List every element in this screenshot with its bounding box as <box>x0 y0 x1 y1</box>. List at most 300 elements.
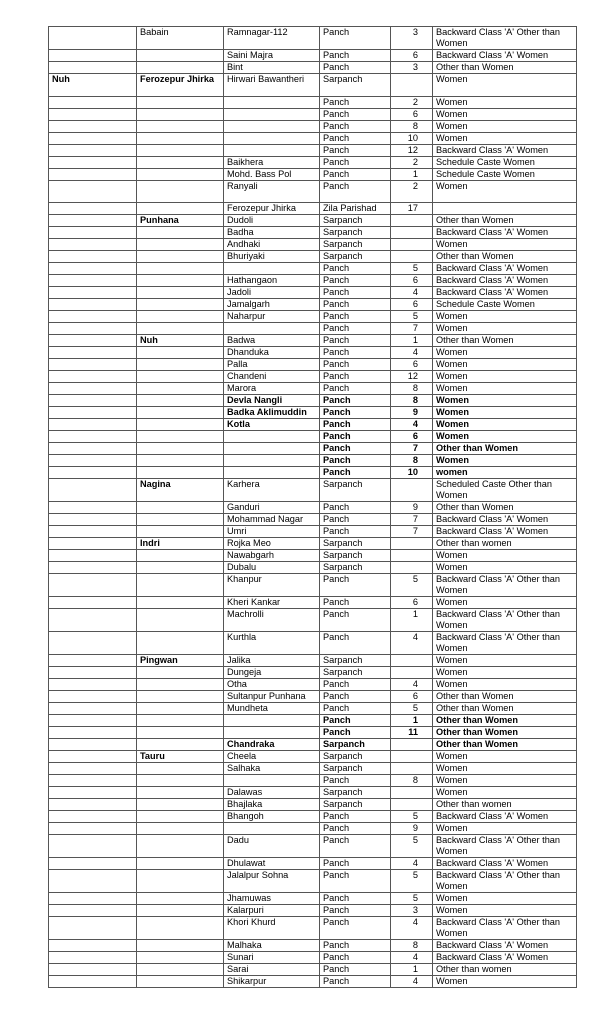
ward-number-cell: 6 <box>391 299 433 311</box>
post-cell: Panch <box>320 50 391 62</box>
district-cell <box>49 169 137 181</box>
post-cell: Panch <box>320 679 391 691</box>
block-cell <box>137 347 224 359</box>
village-cell <box>224 455 320 467</box>
district-cell <box>49 181 137 203</box>
ward-number-cell: 1 <box>391 335 433 347</box>
table-row <box>49 479 577 502</box>
category-cell: Women <box>433 455 577 467</box>
village-cell: Umri <box>224 526 320 538</box>
table-row <box>49 574 577 597</box>
ward-number-cell: 7 <box>391 443 433 455</box>
village-cell <box>224 145 320 157</box>
table-row <box>49 870 577 893</box>
post-cell: Panch <box>320 431 391 443</box>
post-cell: Panch <box>320 691 391 703</box>
village-cell: Mohd. Bass Pol <box>224 169 320 181</box>
village-cell: Dhulawat <box>224 858 320 870</box>
ward-number-cell: 6 <box>391 431 433 443</box>
district-cell <box>49 145 137 157</box>
category-cell: Other than Women <box>433 62 577 74</box>
table-row <box>49 97 577 109</box>
category-cell: Backward Class 'A' Other than Women <box>433 632 577 655</box>
table-row <box>49 858 577 870</box>
category-cell: Women <box>433 239 577 251</box>
district-cell <box>49 574 137 597</box>
village-cell: Dudoli <box>224 215 320 227</box>
village-cell: Bhangoh <box>224 811 320 823</box>
village-cell: Karhera <box>224 479 320 502</box>
post-cell: Sarpanch <box>320 787 391 799</box>
category-cell: Women <box>433 181 577 203</box>
block-cell <box>137 787 224 799</box>
post-cell: Panch <box>320 940 391 952</box>
table-row <box>49 395 577 407</box>
ward-number-cell: 4 <box>391 347 433 359</box>
ward-number-cell: 4 <box>391 419 433 431</box>
block-cell <box>137 905 224 917</box>
ward-number-cell: 5 <box>391 311 433 323</box>
district-cell <box>49 823 137 835</box>
ward-number-cell: 5 <box>391 870 433 893</box>
category-cell: women <box>433 467 577 479</box>
village-cell: Jalalpur Sohna <box>224 870 320 893</box>
table-row <box>49 502 577 514</box>
category-cell: Backward Class 'A' Women <box>433 514 577 526</box>
block-cell <box>137 823 224 835</box>
village-cell: Salhaka <box>224 763 320 775</box>
post-cell: Sarpanch <box>320 763 391 775</box>
ward-number-cell: 6 <box>391 359 433 371</box>
district-cell <box>49 239 137 251</box>
post-cell: Sarpanch <box>320 550 391 562</box>
table-row <box>49 263 577 275</box>
table-row <box>49 133 577 145</box>
post-cell: Panch <box>320 632 391 655</box>
table-row <box>49 751 577 763</box>
category-cell: Other than women <box>433 538 577 550</box>
post-cell: Panch <box>320 443 391 455</box>
post-cell: Panch <box>320 383 391 395</box>
village-cell: Bhajlaka <box>224 799 320 811</box>
category-cell: Schedule Caste Women <box>433 299 577 311</box>
district-cell <box>49 917 137 940</box>
block-cell <box>137 858 224 870</box>
table-row <box>49 917 577 940</box>
category-cell: Women <box>433 407 577 419</box>
ward-number-cell <box>391 751 433 763</box>
ward-number-cell: 1 <box>391 964 433 976</box>
category-cell: Women <box>433 893 577 905</box>
category-cell: Backward Class 'A' Other than Women <box>433 574 577 597</box>
ward-number-cell: 5 <box>391 893 433 905</box>
village-cell <box>224 263 320 275</box>
district-cell <box>49 502 137 514</box>
ward-number-cell: 10 <box>391 133 433 145</box>
district-cell <box>49 632 137 655</box>
table-row <box>49 431 577 443</box>
district-cell <box>49 550 137 562</box>
post-cell: Sarpanch <box>320 538 391 550</box>
category-cell: Women <box>433 347 577 359</box>
category-cell: Women <box>433 311 577 323</box>
block-cell <box>137 62 224 74</box>
district-cell: Nuh <box>49 74 137 97</box>
table-row <box>49 655 577 667</box>
table-row <box>49 952 577 964</box>
ward-number-cell: 8 <box>391 940 433 952</box>
village-cell: Nawabgarh <box>224 550 320 562</box>
block-cell <box>137 727 224 739</box>
village-cell <box>224 823 320 835</box>
village-cell <box>224 715 320 727</box>
table-row <box>49 74 577 97</box>
category-cell: Women <box>433 419 577 431</box>
block-cell <box>137 715 224 727</box>
district-cell <box>49 263 137 275</box>
table-row <box>49 715 577 727</box>
district-cell <box>49 811 137 823</box>
post-cell: Panch <box>320 419 391 431</box>
table-row <box>49 727 577 739</box>
table-row <box>49 323 577 335</box>
category-cell: Other than Women <box>433 715 577 727</box>
category-cell: Women <box>433 763 577 775</box>
village-cell: Devla Nangli <box>224 395 320 407</box>
category-cell: Other than Women <box>433 443 577 455</box>
post-cell: Panch <box>320 858 391 870</box>
block-cell <box>137 799 224 811</box>
table-row <box>49 145 577 157</box>
ward-number-cell <box>391 763 433 775</box>
village-cell: Badha <box>224 227 320 239</box>
post-cell: Sarpanch <box>320 239 391 251</box>
table-row <box>49 811 577 823</box>
post-cell: Panch <box>320 181 391 203</box>
post-cell: Panch <box>320 823 391 835</box>
table-row <box>49 562 577 574</box>
post-cell: Sarpanch <box>320 74 391 97</box>
post-cell: Panch <box>320 275 391 287</box>
village-cell <box>224 431 320 443</box>
post-cell: Panch <box>320 62 391 74</box>
category-cell: Women <box>433 655 577 667</box>
category-cell: Women <box>433 562 577 574</box>
block-cell <box>137 574 224 597</box>
village-cell: Machrolli <box>224 609 320 632</box>
post-cell: Zila Parishad <box>320 203 391 215</box>
block-cell <box>137 431 224 443</box>
village-cell <box>224 467 320 479</box>
ward-number-cell: 2 <box>391 157 433 169</box>
district-cell <box>49 431 137 443</box>
ward-number-cell <box>391 215 433 227</box>
village-cell: Naharpur <box>224 311 320 323</box>
block-cell: Punhana <box>137 215 224 227</box>
district-cell <box>49 775 137 787</box>
ward-number-cell: 6 <box>391 275 433 287</box>
ward-number-cell <box>391 550 433 562</box>
block-cell: Tauru <box>137 751 224 763</box>
table-row <box>49 275 577 287</box>
post-cell: Panch <box>320 597 391 609</box>
post-cell: Sarpanch <box>320 251 391 263</box>
table-row <box>49 632 577 655</box>
table-row <box>49 703 577 715</box>
category-cell: Other than women <box>433 964 577 976</box>
block-cell <box>137 169 224 181</box>
table-row <box>49 775 577 787</box>
category-cell: Other than Women <box>433 215 577 227</box>
block-cell <box>137 893 224 905</box>
table-row <box>49 121 577 133</box>
block-cell: Nuh <box>137 335 224 347</box>
village-cell: Ferozepur Jhirka <box>224 203 320 215</box>
village-cell <box>224 133 320 145</box>
village-cell <box>224 109 320 121</box>
category-cell: Women <box>433 383 577 395</box>
block-cell <box>137 940 224 952</box>
table-row <box>49 799 577 811</box>
district-cell <box>49 964 137 976</box>
category-cell: Women <box>433 97 577 109</box>
post-cell: Sarpanch <box>320 215 391 227</box>
district-cell <box>49 940 137 952</box>
block-cell <box>137 50 224 62</box>
ward-number-cell: 5 <box>391 835 433 858</box>
post-cell: Panch <box>320 502 391 514</box>
table-row <box>49 787 577 799</box>
ward-number-cell: 9 <box>391 407 433 419</box>
village-cell: Khori Khurd <box>224 917 320 940</box>
post-cell: Panch <box>320 609 391 632</box>
table-row <box>49 526 577 538</box>
ward-number-cell: 6 <box>391 691 433 703</box>
district-cell <box>49 323 137 335</box>
village-cell: Jhamuwas <box>224 893 320 905</box>
table-row <box>49 383 577 395</box>
table-row <box>49 905 577 917</box>
post-cell: Panch <box>320 407 391 419</box>
table-row <box>49 419 577 431</box>
block-cell <box>137 811 224 823</box>
district-cell <box>49 109 137 121</box>
post-cell: Panch <box>320 811 391 823</box>
block-cell <box>137 917 224 940</box>
block-cell <box>137 323 224 335</box>
category-cell: Backward Class 'A' Women <box>433 50 577 62</box>
ward-number-cell: 3 <box>391 905 433 917</box>
village-cell: Cheela <box>224 751 320 763</box>
district-cell <box>49 727 137 739</box>
block-cell: Nagina <box>137 479 224 502</box>
block-cell <box>137 835 224 858</box>
table-row <box>49 27 577 50</box>
village-cell: Chandraka <box>224 739 320 751</box>
district-cell <box>49 655 137 667</box>
post-cell: Panch <box>320 371 391 383</box>
district-cell <box>49 715 137 727</box>
village-cell: Marora <box>224 383 320 395</box>
block-cell <box>137 121 224 133</box>
category-cell: Other than Women <box>433 502 577 514</box>
village-cell: Sultanpur Punhana <box>224 691 320 703</box>
district-cell <box>49 751 137 763</box>
table-row <box>49 667 577 679</box>
category-cell: Schedule Caste Women <box>433 157 577 169</box>
post-cell: Panch <box>320 715 391 727</box>
village-cell: Sunari <box>224 952 320 964</box>
ward-number-cell: 1 <box>391 715 433 727</box>
village-cell: Hathangaon <box>224 275 320 287</box>
block-cell <box>137 133 224 145</box>
district-cell <box>49 562 137 574</box>
post-cell: Panch <box>320 870 391 893</box>
block-cell <box>137 181 224 203</box>
post-cell: Sarpanch <box>320 479 391 502</box>
category-cell: Backward Class 'A' Other than Women <box>433 27 577 50</box>
category-cell: Backward Class 'A' Women <box>433 940 577 952</box>
village-cell <box>224 727 320 739</box>
village-cell: Dhanduka <box>224 347 320 359</box>
ward-number-cell: 1 <box>391 609 433 632</box>
block-cell <box>137 870 224 893</box>
block-cell <box>137 514 224 526</box>
district-cell <box>49 203 137 215</box>
category-cell: Women <box>433 395 577 407</box>
block-cell: Ferozepur Jhirka <box>137 74 224 97</box>
post-cell: Panch <box>320 964 391 976</box>
ward-number-cell: 6 <box>391 50 433 62</box>
post-cell: Panch <box>320 27 391 50</box>
table-row <box>49 835 577 858</box>
block-cell <box>137 443 224 455</box>
post-cell: Panch <box>320 97 391 109</box>
district-cell <box>49 893 137 905</box>
district-cell <box>49 97 137 109</box>
village-cell: Baikhera <box>224 157 320 169</box>
village-cell: Malhaka <box>224 940 320 952</box>
table-row <box>49 443 577 455</box>
village-cell: Bint <box>224 62 320 74</box>
table-row <box>49 964 577 976</box>
post-cell: Panch <box>320 145 391 157</box>
table-row <box>49 62 577 74</box>
category-cell: Backward Class 'A' Women <box>433 227 577 239</box>
category-cell: Other than Women <box>433 727 577 739</box>
table-row <box>49 538 577 550</box>
table-row <box>49 239 577 251</box>
village-cell: Dubalu <box>224 562 320 574</box>
category-cell: Women <box>433 133 577 145</box>
district-cell <box>49 597 137 609</box>
post-cell: Panch <box>320 287 391 299</box>
table-row <box>49 940 577 952</box>
table-row <box>49 311 577 323</box>
village-cell: Hirwari Bawantheri <box>224 74 320 97</box>
village-cell: Kheri Kankar <box>224 597 320 609</box>
ward-number-cell: 12 <box>391 145 433 157</box>
ward-number-cell: 9 <box>391 502 433 514</box>
post-cell: Panch <box>320 347 391 359</box>
table-row <box>49 169 577 181</box>
district-cell <box>49 121 137 133</box>
table-row <box>49 893 577 905</box>
ward-number-cell: 8 <box>391 455 433 467</box>
village-cell <box>224 97 320 109</box>
post-cell: Panch <box>320 311 391 323</box>
category-cell: Backward Class 'A' Women <box>433 811 577 823</box>
block-cell <box>137 227 224 239</box>
post-cell: Panch <box>320 109 391 121</box>
category-cell: Backward Class 'A' Other than Women <box>433 609 577 632</box>
document-page <box>48 26 576 988</box>
ward-number-cell: 2 <box>391 97 433 109</box>
category-cell: Schedule Caste Women <box>433 169 577 181</box>
district-cell <box>49 976 137 988</box>
village-cell: Otha <box>224 679 320 691</box>
ward-number-cell: 8 <box>391 395 433 407</box>
district-cell <box>49 526 137 538</box>
category-cell: Women <box>433 550 577 562</box>
post-cell: Panch <box>320 893 391 905</box>
block-cell <box>137 502 224 514</box>
block-cell <box>137 359 224 371</box>
district-cell <box>49 251 137 263</box>
category-cell: Women <box>433 74 577 97</box>
table-row <box>49 359 577 371</box>
block-cell <box>137 667 224 679</box>
district-cell <box>49 538 137 550</box>
ward-number-cell <box>391 538 433 550</box>
district-cell <box>49 952 137 964</box>
block-cell <box>137 157 224 169</box>
block-cell: Pingwan <box>137 655 224 667</box>
table-row <box>49 739 577 751</box>
block-cell <box>137 455 224 467</box>
ward-number-cell: 3 <box>391 62 433 74</box>
category-cell: Backward Class 'A' Other than Women <box>433 835 577 858</box>
category-cell: Women <box>433 109 577 121</box>
category-cell: Women <box>433 431 577 443</box>
district-cell <box>49 443 137 455</box>
district-cell <box>49 905 137 917</box>
table-row <box>49 455 577 467</box>
category-cell: Women <box>433 787 577 799</box>
village-cell: Jamalgarh <box>224 299 320 311</box>
post-cell: Panch <box>320 835 391 858</box>
ward-number-cell: 4 <box>391 952 433 964</box>
block-cell <box>137 203 224 215</box>
table-row <box>49 287 577 299</box>
block-cell <box>137 419 224 431</box>
ward-number-cell: 12 <box>391 371 433 383</box>
district-cell <box>49 858 137 870</box>
category-cell: Women <box>433 905 577 917</box>
table-row <box>49 407 577 419</box>
category-cell: Other than Women <box>433 739 577 751</box>
table-row <box>49 371 577 383</box>
category-cell: Backward Class 'A' Other than Women <box>433 870 577 893</box>
category-cell: Women <box>433 775 577 787</box>
block-cell <box>137 679 224 691</box>
village-cell: Mundheta <box>224 703 320 715</box>
post-cell: Panch <box>320 121 391 133</box>
ward-number-cell: 6 <box>391 597 433 609</box>
table-row <box>49 550 577 562</box>
category-cell: Backward Class 'A' Women <box>433 858 577 870</box>
block-cell <box>137 145 224 157</box>
